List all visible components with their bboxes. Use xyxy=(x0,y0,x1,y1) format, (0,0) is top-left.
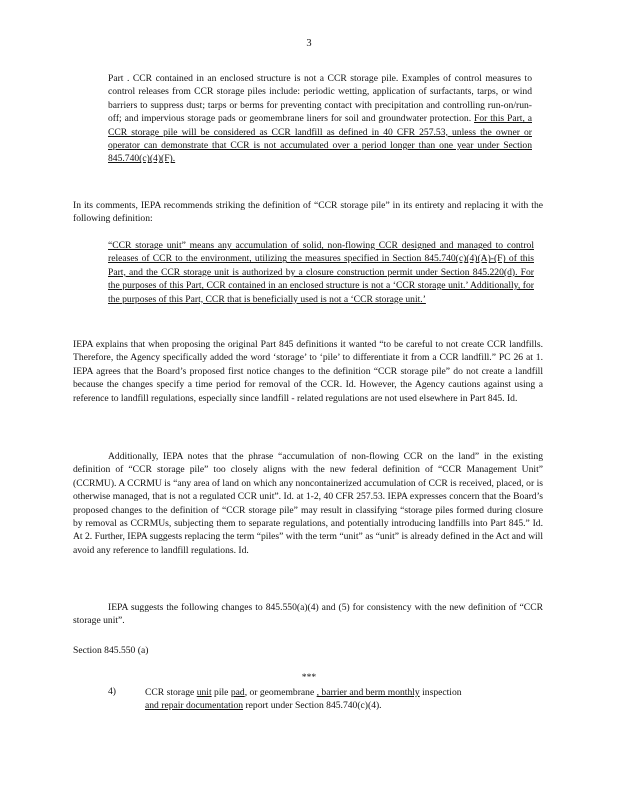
page-number: 3 xyxy=(306,38,312,49)
section-omission-marker: *** xyxy=(301,672,317,683)
insertion-barrier-berm: , barrier and berm monthly xyxy=(316,687,420,698)
section-reference: Section 845.550 (a) xyxy=(73,645,149,656)
paragraph-additionally: Additionally, IEPA notes that the phrase “accumulation of non-flowing CCR on the land” in the existing definition of “CCR storage pile” too closely aligns with the new federal definition of “CCR Management Unit” (CCRMU). A CCRMU is “any area of land on which any noncontainerized accumulation of CCR is received, placed, or is otherwise managed, that is not a regulated CCR unit”. Id. at 1-2, 40 CFR 257.53. IEPA expresses concern that the Board’s proposed changes to the definition of “CCR storage pile” may result in classifying “storage piles formed during closure by removal as CCRMUs, subjecting them to separate regulations, and potentially introducing landfills into Part 845.” Id. At 2. Further, IEPA suggests replacing the term “piles” with the term “unit” as “unit” is already defined in the Act and will avoid any reference to landfill regulations. Id. xyxy=(73,451,543,556)
list-item-text: CCR storage unit pile pad, or geomembrane , barrier and berm monthly inspection and repair documentation report under Section 845.740(c)(4). xyxy=(145,687,462,712)
insertion-pad: pad xyxy=(230,687,245,698)
paragraph-iepa-explains: IEPA explains that when proposing the original Part 845 definitions it wanted “to be careful to not create CCR landfills. Therefore, the Agency specifically added the word ‘storage’ to ‘pile’ to differentiate it from a CCR landfill.” PC 26 at 1. IEPA agrees that the Board’s proposed first notice changes to the definition “CCR storage pile” do not create a landfill because the changes specify a time period for removal of the CCR. Id. However, the Agency cautions against using a reference to landfill regulations, especially since landfill - related regulations are not used elsewhere in Part 845. Id. xyxy=(73,339,543,404)
insertion-repair-documentation: and repair documentation xyxy=(145,700,244,712)
definition-plain-text: Part . CCR contained in an enclosed structure is not a CCR storage pile. Examples of control measures to control releases from CCR storage piles include: periodic wetting, application of surfactants, tarps, or wind barriers to suppress dust; tarps or berms for preventing contact with precipitation and controlling run-on/run-off; and impervious storage pads or geomembrane liners for soil and groundwater protection. xyxy=(108,73,532,125)
paragraph-iepa-comments: In its comments, IEPA recommends striking the definition of “CCR storage pile” in its entirety and replacing it with the following definition: xyxy=(73,200,543,225)
definition-underlined-insertion: For this Part, a CCR storage pile will be considered as CCR landfill as defined in 40 CFR 257.53, unless the owner or operator can demonstrate that CCR is not accumulated over a period longer than one year under Section 845.740(c)(4)(F). xyxy=(108,113,532,165)
paragraph-iepa-suggests: IEPA suggests the following changes to 845.550(a)(4) and (5) for consistency with the new definition of “CCR storage unit”. xyxy=(73,602,543,627)
list-item-number: 4) xyxy=(108,686,116,697)
proposed-ccr-storage-unit-definition: “CCR storage unit” means any accumulation of solid, non-flowing CCR designed and managed to control releases of CCR to the environment, utilizing the measures specified in Section 845.740(c)(4)(A)-(F) of this Part, and the CCR storage unit is authorized by a closure construction permit under Section 845.220(d). For the purposes of this Part, CCR contained in an enclosed structure is not a ‘CCR storage unit.’ Additionally, for the purposes of this Part, CCR that is beneficially used is not a ‘CCR storage unit.’ xyxy=(108,240,534,305)
insertion-unit: unit xyxy=(196,687,212,698)
storage-pile-definition-continued xyxy=(108,72,532,166)
